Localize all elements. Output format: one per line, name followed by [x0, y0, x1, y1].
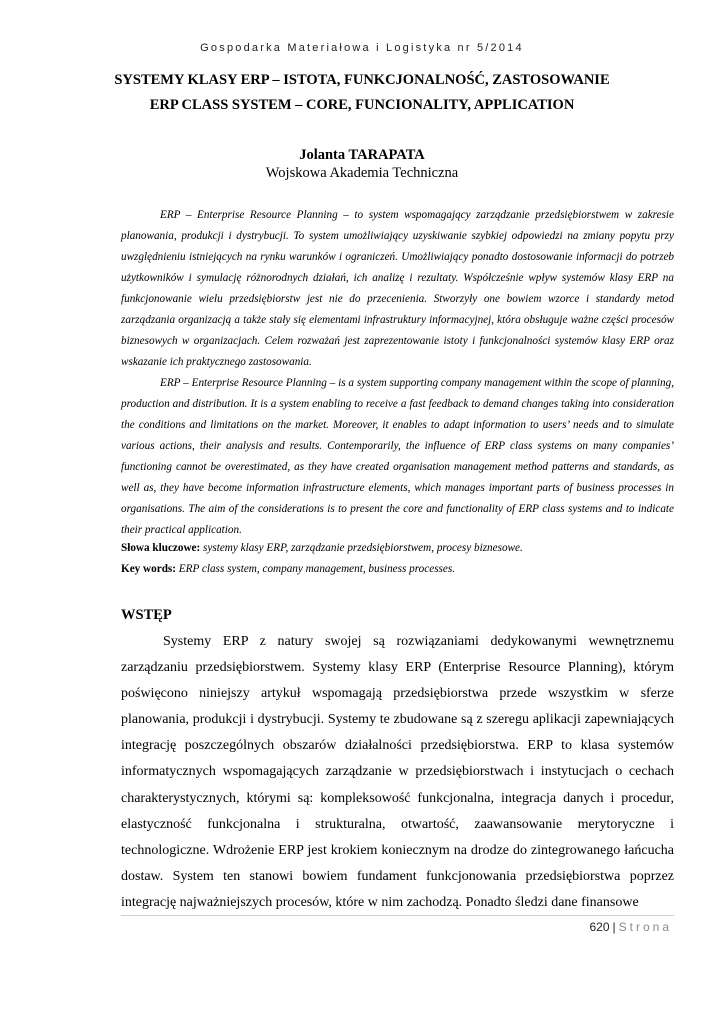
abstract-polish: ERP – Enterprise Resource Planning – to system wspomagający zarządzanie przedsiębiorstwem w zakresie planowania, produkcji i dystrybucji. To system umożliwiający uzyskiwanie szybkiej odpowiedzi na zmiany popytu przy uwzględnieniu istniejących na rynku warunków i ograniczeń. Umożliwiający ponadto dostosowanie informacji do potrzeb użytkowników i symulację różnorodnych działań, ich analizę i rezultaty. Współcześnie wpływ systemów klasy ERP na funkcjonowanie wielu przedsiębiorstw jest nie do przecenienia. Stworzyły one bowiem wzorce i standardy metod zarządzania organizacją a także stały się elementami infrastruktury informacyjnej, która obsługuje ważne części procesów biznesowych w organizacjach. Celem rozważań jest zaprezentowanie istoty i funkcjonalności systemów klasy ERP oraz wskazanie ich praktycznego zastosowania. — [121, 209, 674, 368]
author-name: Jolanta TARAPATA — [299, 147, 425, 163]
keywords-polish — [121, 538, 674, 559]
keywords-english — [121, 559, 674, 580]
footer-label: Strona — [618, 920, 672, 934]
abstract-english: ERP – Enterprise Resource Planning – is a system supporting company management within the scope of planning, production and distribution. It is a system enabling to receive a fast feedback to demand changes taking into consideration the conditions and limitations on the market. Moreover, it enables to adapt information to users’ needs and to simulate various actions, their analysis and results. Contemporarily, the influence of ERP class systems on many companies’ functioning cannot be overestimated, as they have created organisation management method patterns and standards, as well as, they have become information infrastructure elements, which manages important parts of business processes in organisations. The aim of the considerations is to present the core and functionality of ERP class systems and to indicate their practical application. — [121, 377, 674, 536]
page-number: 620 — [589, 920, 610, 934]
keywords-polish-label: Słowa kluczowe: — [121, 542, 201, 554]
keywords-english-label: Key words: — [121, 563, 176, 575]
keywords-polish-value: systemy klasy ERP, zarządzanie przedsiębiorstwem, procesy biznesowe. — [203, 542, 523, 554]
journal-header: Gospodarka Materiałowa i Logistyka nr 5/2014 — [200, 42, 524, 54]
author-affiliation: Wojskowa Akademia Techniczna — [265, 165, 459, 181]
keywords-english-value: ERP class system, company management, business processes. — [178, 563, 456, 575]
title-english: ERP CLASS SYSTEM – CORE, FUNCIONALITY, APPLICATION — [149, 97, 575, 113]
body-paragraph: Systemy ERP z natury swojej są rozwiązaniami dedykowanymi wewnętrznemu zarządzaniu przedsiębiorstwem. Systemy klasy ERP (Enterprise Resource Planning), którym poświęcono niniejszy artykuł wspomagają przedsiębiorstwa przede wszystkim w sferze planowania, produkcji i dystrybucji. Systemy te zbudowane są z szeregu aplikacji zapewniających integrację poszczególnych obszarów działalności przedsiębiorstwa. ERP to klasa systemów informatycznych wspomagających zarządzanie w przedsiębiorstwach i instytucjach o cechach charakterystycznych, którymi są: kompleksowość funkcjonalna, integracja danych i procedur, elastyczność funkcjonalna i strukturalna, otwartość, zaawansowanie merytoryczne i technologiczne. Wdrożenie ERP jest krokiem koniecznym na drodze do zintegrowanego łańcucha dostaw. System ten stanowi bowiem fundament funkcjonowania przedsiębiorstwa poprzez integrację najważniejszych procesów, które w nim zachodzą. Ponadto śledzi dane finansowe — [121, 634, 674, 910]
page-footer — [589, 920, 672, 934]
footer-separator: | — [612, 920, 616, 934]
footer-divider — [121, 915, 674, 916]
section-heading: WSTĘP — [121, 607, 172, 623]
title-polish: SYSTEMY KLASY ERP – ISTOTA, FUNKCJONALNOŚĆ, ZASTOSOWANIE — [114, 72, 610, 88]
